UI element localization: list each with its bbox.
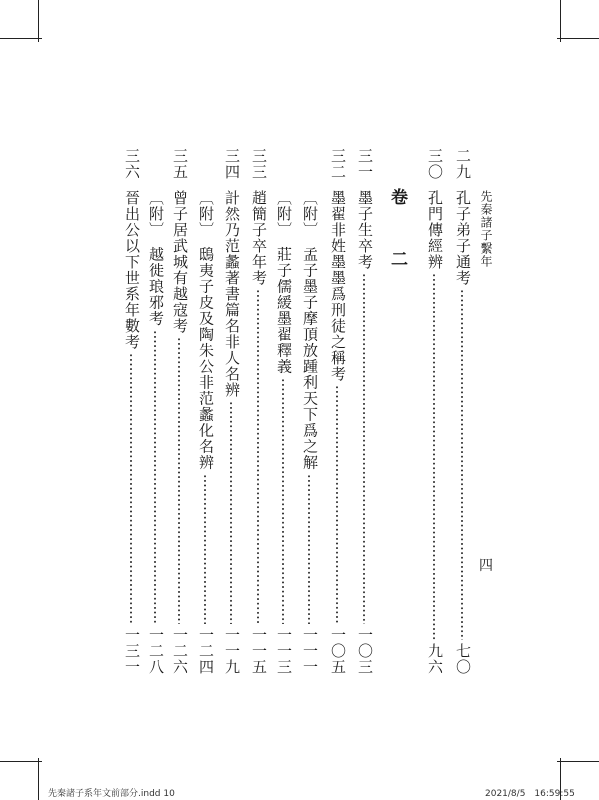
entry-title: 墨子生卒考 bbox=[356, 190, 374, 270]
entry-page-number: 一〇五 bbox=[329, 627, 347, 675]
crop-mark-bottom-left-v bbox=[38, 758, 39, 800]
entry-number: 二九 bbox=[454, 148, 472, 180]
dot-leader bbox=[230, 401, 232, 624]
entry-page-number: 一一九 bbox=[223, 627, 241, 675]
dot-leader bbox=[154, 330, 156, 625]
entry-number: 三〇 bbox=[426, 148, 444, 180]
dot-leader bbox=[178, 337, 180, 624]
crop-mark-bottom-left-h bbox=[0, 761, 42, 762]
entry-page-number: 一三一 bbox=[123, 627, 141, 675]
entry-page-number: 九六 bbox=[426, 643, 444, 675]
juan-title: 卷 二 bbox=[387, 188, 407, 281]
entry-page-number: 一二八 bbox=[147, 627, 165, 675]
dot-leader bbox=[461, 289, 463, 640]
dot-leader bbox=[257, 289, 259, 624]
dot-leader bbox=[204, 474, 206, 625]
entry-title: 〔附〕 莊子儒緩墨翟釋義 bbox=[275, 190, 293, 375]
entry-page-number: 一一三 bbox=[275, 627, 293, 675]
entry-page-number: 一二六 bbox=[171, 627, 189, 675]
entry-page-number: 七〇 bbox=[454, 643, 472, 675]
entry-title: 計然乃范蠡著書篇名非人名辨 bbox=[223, 190, 241, 398]
entry-number: 三四 bbox=[223, 148, 241, 180]
entry-number: 三一 bbox=[356, 148, 374, 180]
footer-file-name: 先秦諸子系年文前部分.indd 10 bbox=[48, 789, 175, 799]
folio: 四 bbox=[479, 558, 493, 574]
entry-page-number: 一〇三 bbox=[356, 627, 374, 675]
entry-title: 趙簡子卒年考 bbox=[250, 190, 268, 286]
entry-title: 孔門傳經辨 bbox=[426, 190, 444, 270]
entry-title: 孔子弟子通考 bbox=[454, 190, 472, 286]
dot-leader bbox=[130, 353, 132, 624]
dot-leader bbox=[336, 385, 338, 624]
running-head: 先秦諸子繫年 bbox=[479, 190, 493, 268]
entry-number: 三三 bbox=[250, 148, 268, 180]
crop-mark-bottom-right-h bbox=[557, 761, 599, 762]
entry-title: 〔附〕 鴟夷子皮及陶朱公非范蠡化名辨 bbox=[197, 190, 215, 471]
entry-title: 曾子居武城有越寇考 bbox=[171, 190, 189, 334]
entry-number: 三五 bbox=[171, 148, 189, 180]
entry-number: 三二 bbox=[329, 148, 347, 180]
entry-title: 墨翟非姓墨墨爲刑徒之稱考 bbox=[329, 190, 347, 382]
crop-mark-top-right-v bbox=[560, 0, 561, 42]
entry-title: 〔附〕 越徙琅邪考 bbox=[147, 190, 165, 327]
entry-title: 〔附〕 孟子墨子摩頂放踵利天下爲之解 bbox=[301, 190, 319, 471]
entry-title: 晉出公以下世系年數考 bbox=[123, 190, 141, 350]
entry-page-number: 一二四 bbox=[197, 627, 215, 675]
dot-leader bbox=[433, 273, 435, 640]
dot-leader bbox=[363, 273, 365, 624]
entry-page-number: 一一一 bbox=[301, 627, 319, 675]
footer-timestamp: 2021/8/5 16:59:55 bbox=[485, 789, 575, 799]
crop-mark-top-left-h bbox=[0, 38, 42, 39]
dot-leader bbox=[282, 378, 284, 625]
entry-page-number: 一一五 bbox=[250, 627, 268, 675]
dot-leader bbox=[308, 474, 310, 625]
crop-mark-top-left-v bbox=[38, 0, 39, 42]
entry-number: 三六 bbox=[123, 148, 141, 180]
crop-mark-top-right-h bbox=[557, 38, 599, 39]
